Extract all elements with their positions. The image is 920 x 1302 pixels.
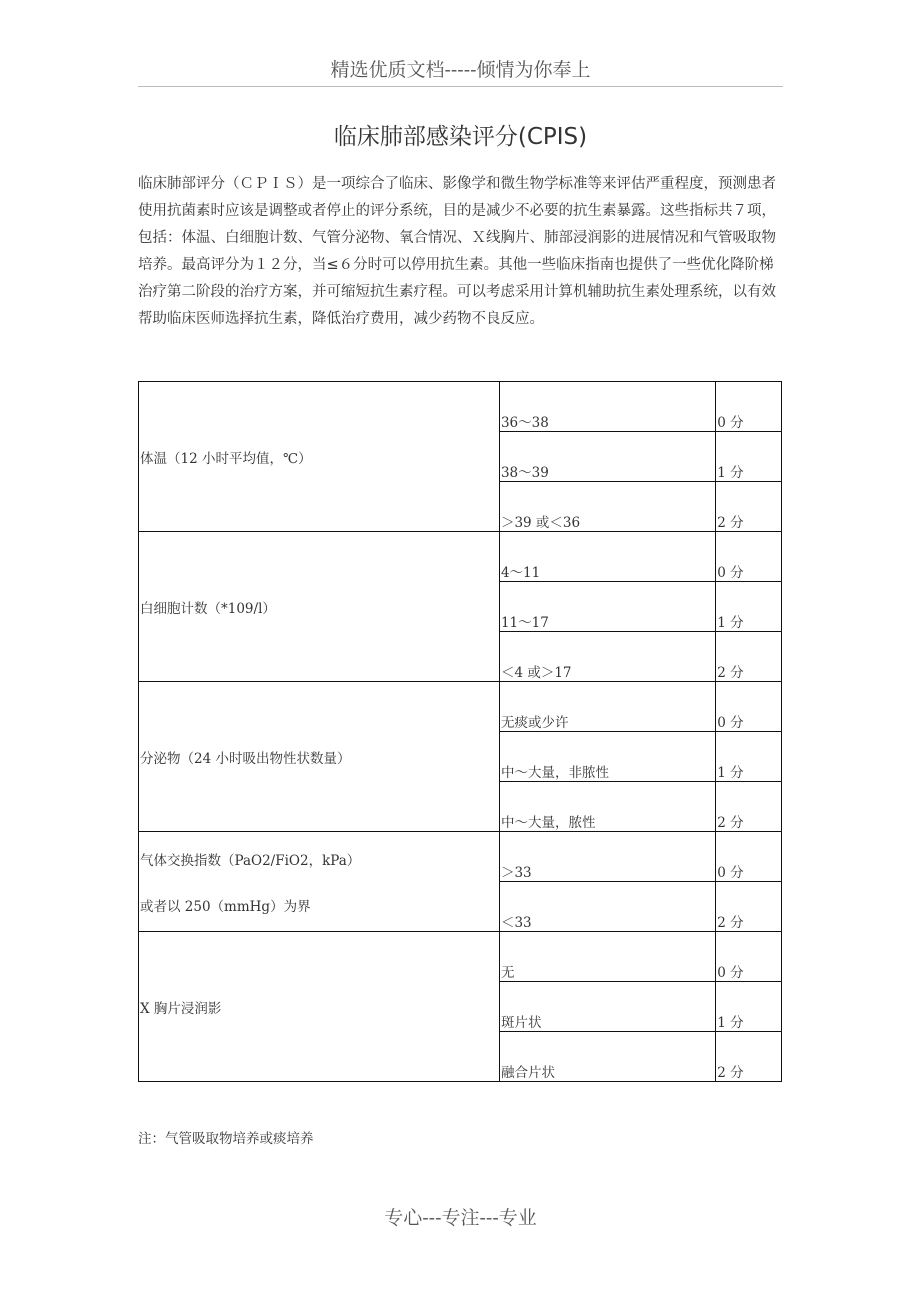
table-row bbox=[139, 532, 782, 582]
score-cell: 0 分 bbox=[716, 382, 782, 432]
score-cell: 1 分 bbox=[716, 982, 782, 1032]
score-cell: 0 分 bbox=[716, 832, 782, 882]
range-cell: 4～11 bbox=[499, 532, 715, 582]
document-title: 临床肺部感染评分(CPIS) bbox=[333, 124, 588, 150]
score-cell: 0 分 bbox=[716, 682, 782, 732]
range-cell: ＜33 bbox=[499, 882, 715, 932]
param-line: 或者以 250（mmHg）为界 bbox=[140, 898, 311, 915]
param-cell-temperature: 体温（12 小时平均值，℃） bbox=[139, 382, 500, 532]
score-cell: 0 分 bbox=[716, 932, 782, 982]
table-note: 注：气管吸取物培养或痰培养 bbox=[138, 1131, 314, 1147]
range-cell: 无 bbox=[499, 932, 715, 982]
param-cell-wbc: 白细胞计数（*109/l） bbox=[139, 532, 500, 682]
range-cell: 融合片状 bbox=[499, 1032, 715, 1082]
range-cell: ＞33 bbox=[499, 832, 715, 882]
param-cell-gas-exchange bbox=[139, 832, 500, 932]
table-row bbox=[139, 832, 782, 882]
range-cell: 中～大量，非脓性 bbox=[499, 732, 715, 782]
score-cell: 1 分 bbox=[716, 732, 782, 782]
range-cell: ＜4 或＞17 bbox=[499, 632, 715, 682]
score-cell: 2 分 bbox=[716, 1032, 782, 1082]
intro-paragraph: 临床肺部评分（ＣＰＩＳ）是一项综合了临床、影像学和微生物学标准等来评估严重程度，预测患者使用抗菌素时应该是调整或者停止的评分系统，目的是减少不必要的抗生素暴露。这些指标共７项，包括：体温、白细胞计数、气管分泌物、氧合情况、Ｘ线胸片、肺部浸润影的进展情况和气管吸取物培养。最高评分为１２分，当≤６分时可以停用抗生素。其他一些临床指南也提供了一些优化降阶梯治疗第二阶段的治疗方案，并可缩短抗生素疗程。可以考虑采用计算机辅助抗生素处理系统，以有效帮助临床医师选择抗生素，降低治疗费用，减少药物不良反应。 bbox=[138, 176, 776, 327]
score-cell: 0 分 bbox=[716, 532, 782, 582]
page-footer: 专心---专注---专业 bbox=[384, 1207, 537, 1229]
param-line: 气体交换指数（PaO2/FiO2，kPa） bbox=[140, 852, 361, 869]
score-cell: 1 分 bbox=[716, 432, 782, 482]
range-cell: 无痰或少许 bbox=[499, 682, 715, 732]
range-cell: ＞39 或＜36 bbox=[499, 482, 715, 532]
param-cell-xray: X 胸片浸润影 bbox=[139, 932, 500, 1082]
score-cell: 2 分 bbox=[716, 632, 782, 682]
table-row bbox=[139, 932, 782, 982]
page-header: 精选优质文档-----倾情为你奉上 bbox=[138, 55, 783, 87]
table-row bbox=[139, 382, 782, 432]
score-cell: 2 分 bbox=[716, 782, 782, 832]
range-cell: 36～38 bbox=[499, 382, 715, 432]
score-cell: 1 分 bbox=[716, 582, 782, 632]
table-row bbox=[139, 682, 782, 732]
range-cell: 11～17 bbox=[499, 582, 715, 632]
range-cell: 斑片状 bbox=[499, 982, 715, 1032]
param-cell-secretions: 分泌物（24 小时吸出物性状数量） bbox=[139, 682, 500, 832]
range-cell: 中～大量，脓性 bbox=[499, 782, 715, 832]
score-cell: 2 分 bbox=[716, 882, 782, 932]
cpis-score-table bbox=[138, 381, 782, 1082]
range-cell: 38～39 bbox=[499, 432, 715, 482]
score-cell: 2 分 bbox=[716, 482, 782, 532]
